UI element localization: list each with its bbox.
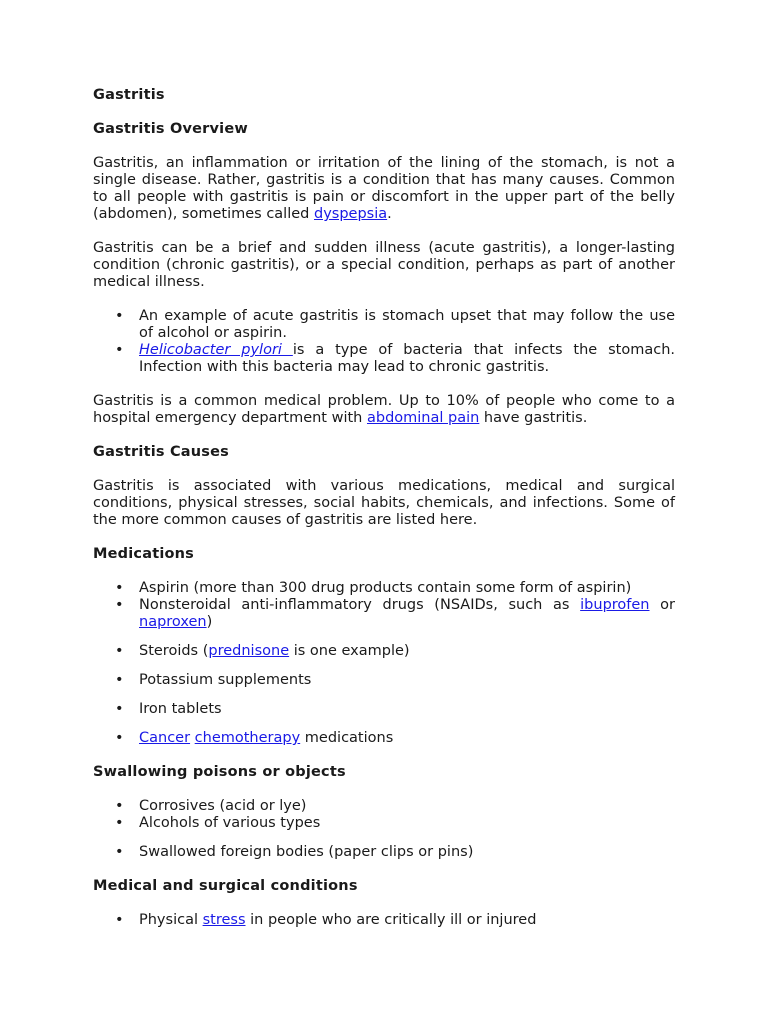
list-item: • Nonsteroidal anti-inflammatory drugs (NSAIDs, such as ibuprofen or naproxen): [93, 597, 675, 631]
list-item: • Aspirin (more than 300 drug products contain some form of aspirin): [93, 580, 675, 597]
causes-heading: Gastritis Causes: [93, 444, 229, 460]
poisons-list: [93, 798, 675, 832]
list-item: • Swallowed foreign bodies (paper clips or pins): [93, 844, 675, 861]
cancer-link[interactable]: Cancer: [139, 730, 191, 746]
list-item: • Corrosives (acid or lye): [93, 798, 675, 815]
overview-heading: Gastritis Overview: [93, 121, 248, 137]
overview-paragraph-2: Gastritis can be a brief and sudden illness (acute gastritis), a longer-lasting condition (chronic gastritis), or a special condition, perhaps as part of another medical illness.: [93, 240, 675, 290]
ibuprofen-link[interactable]: ibuprofen: [580, 597, 650, 613]
list-item: • Physical stress in people who are critically ill or injured: [93, 912, 675, 929]
dyspepsia-link[interactable]: dyspepsia: [313, 206, 388, 222]
prednisone-link[interactable]: prednisone: [208, 643, 290, 659]
naproxen-link[interactable]: naproxen: [139, 614, 207, 630]
poisons-heading: Swallowing poisons or objects: [93, 764, 346, 780]
medications-list: [93, 580, 675, 631]
document-title: Gastritis: [93, 87, 165, 103]
overview-paragraph-3: Gastritis is a common medical problem. Up to 10% of people who come to a hospital emergency department with abdominal pain have gastritis.: [93, 393, 675, 426]
list-item: • Helicobacter pylori is a type of bacteria that infects the stomach. Infection with this bacteria may lead to chronic gastritis.: [93, 342, 675, 376]
conditions-heading: Medical and surgical conditions: [93, 878, 358, 894]
abdominal-pain-link[interactable]: abdominal pain: [366, 410, 480, 426]
conditions-list: [93, 912, 675, 929]
document-content: [93, 87, 675, 929]
list-item: • Cancer chemotherapy medications: [93, 730, 675, 747]
list-item: • An example of acute gastritis is stomach upset that may follow the use of alcohol or aspirin.: [93, 308, 675, 342]
stress-link[interactable]: stress: [202, 912, 246, 928]
medications-heading: Medications: [93, 546, 195, 562]
list-item: • Steroids (prednisone is one example): [93, 643, 675, 660]
chemotherapy-link[interactable]: chemotherapy: [194, 730, 301, 746]
overview-list: [93, 308, 675, 376]
helicobacter-pylori-link[interactable]: Helicobacter pylori: [139, 342, 293, 358]
list-item: • Iron tablets: [93, 701, 675, 718]
list-item: • Alcohols of various types: [93, 815, 675, 832]
overview-paragraph-1: Gastritis, an inflammation or irritation of the lining of the stomach, is not a single disease. Rather, gastritis is a condition that has many causes. Common to all people with gastritis is pain or discomfort in the upper part of the belly (abdomen), sometimes called dyspepsia.: [93, 155, 675, 222]
list-item: • Potassium supplements: [93, 672, 675, 689]
causes-paragraph: Gastritis is associated with various medications, medical and surgical conditions, physical stresses, social habits, chemicals, and infections. Some of the more common causes of gastritis are listed here.: [93, 478, 675, 528]
